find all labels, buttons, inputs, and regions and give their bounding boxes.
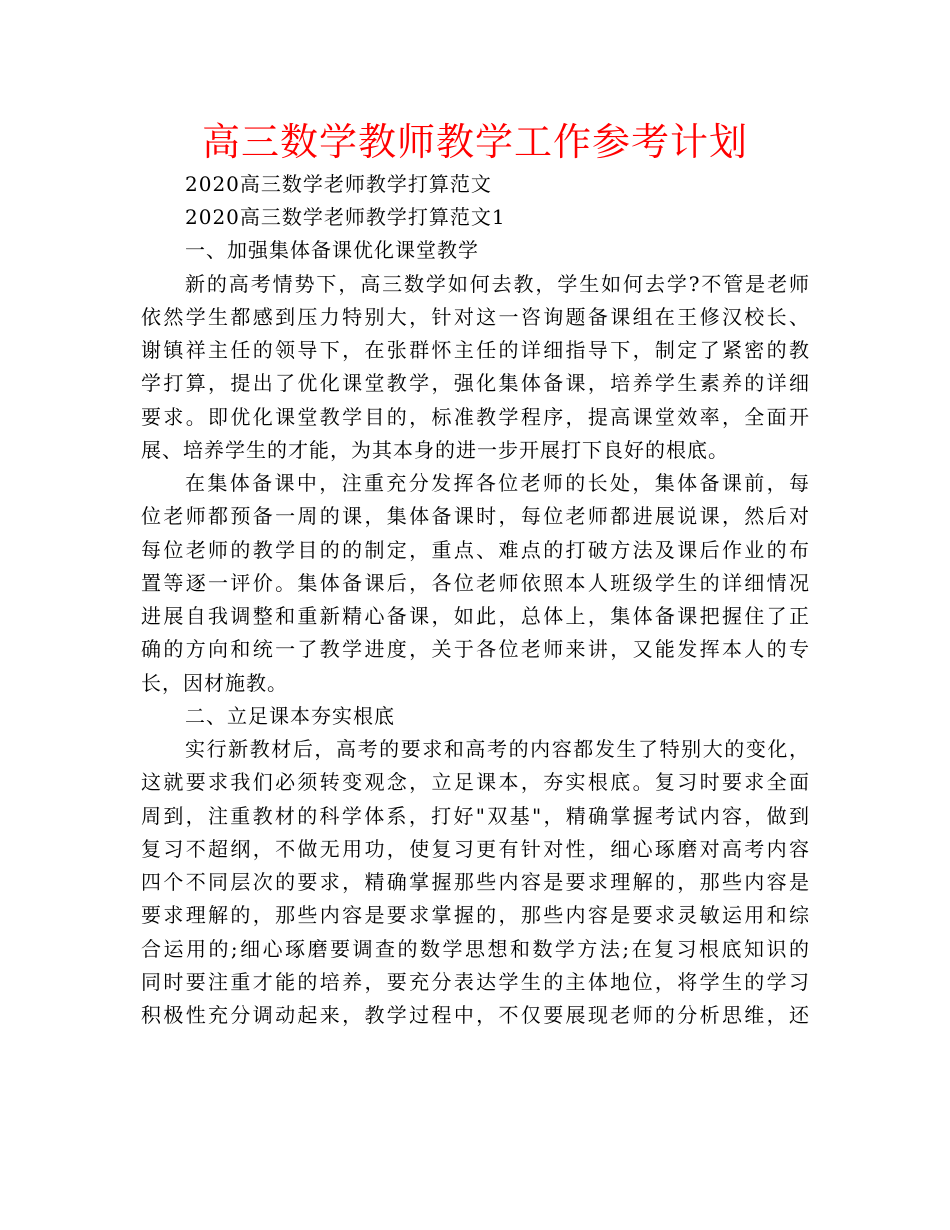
- document-title: 高三数学教师教学工作参考计划: [201, 120, 748, 164]
- subtitle-line: 2020高三数学老师教学打算范文1: [185, 205, 506, 229]
- paragraph-line: 要求。即优化课堂教学目的，标准教学程序，提高课堂效率，全面开: [141, 405, 809, 429]
- paragraph-line: 置等逐一评价。集体备课后，各位老师依照本人班级学生的详细情况: [141, 571, 809, 595]
- paragraph-line: 长，因材施教。: [141, 671, 288, 695]
- paragraph-line: 学打算，提出了优化课堂教学，强化集体备课，培养学生素养的详细: [141, 371, 809, 395]
- section-heading: 二、立足课本夯实根底: [185, 704, 395, 728]
- paragraph-line: 展、培养学生的才能，为其本身的进一步开展打下良好的根底。: [141, 438, 729, 462]
- paragraph-line: 谢镇祥主任的领导下，在张群怀主任的详细指导下，制定了紧密的教: [141, 338, 809, 362]
- paragraph-line: 积极性充分调动起来，教学过程中，不仅要展现老师的分析思维，还: [141, 1003, 809, 1027]
- paragraph-line: 要求理解的，那些内容是要求掌握的，那些内容是要求灵敏运用和综: [141, 903, 809, 927]
- paragraph-line: 依然学生都感到压力特别大，针对这一咨询题备课组在王修汉校长、: [141, 305, 809, 329]
- paragraph-line: 确的方向和统一了教学进度，关于各位老师来讲，又能发挥本人的专: [141, 637, 809, 661]
- paragraph-line: 进展自我调整和重新精心备课，如此，总体上，集体备课把握住了正: [141, 604, 809, 628]
- paragraph-line: 合运用的;细心琢磨要调查的数学思想和数学方法;在复习根底知识的: [141, 937, 809, 961]
- paragraph-line: 每位老师的教学目的的制定，重点、难点的打破方法及课后作业的布: [141, 538, 809, 562]
- section-heading: 一、加强集体备课优化课堂教学: [185, 238, 479, 262]
- subtitle-line: 2020高三数学老师教学打算范文: [185, 172, 492, 196]
- paragraph-line: 实行新教材后，高考的要求和高考的内容都发生了特别大的变化，: [185, 737, 809, 761]
- paragraph-line: 位老师都预备一周的课，集体备课时，每位老师都进展说课，然后对: [141, 504, 809, 528]
- paragraph-line: 这就要求我们必须转变观念，立足课本，夯实根底。复习时要求全面: [141, 770, 809, 794]
- paragraph-line: 周到，注重教材的科学体系，打好"双基"，精确掌握考试内容，做到: [141, 804, 809, 828]
- paragraph-line: 在集体备课中，注重充分发挥各位老师的长处，集体备课前，每: [185, 471, 809, 495]
- paragraph-line: 复习不超纲，不做无用功，使复习更有针对性，细心琢磨对高考内容: [141, 837, 809, 861]
- paragraph-line: 新的高考情势下，高三数学如何去教，学生如何去学?不管是老师: [185, 272, 809, 296]
- paragraph-line: 四个不同层次的要求，精确掌握那些内容是要求理解的，那些内容是: [141, 870, 809, 894]
- paragraph-line: 同时要注重才能的培养，要充分表达学生的主体地位，将学生的学习: [141, 970, 809, 994]
